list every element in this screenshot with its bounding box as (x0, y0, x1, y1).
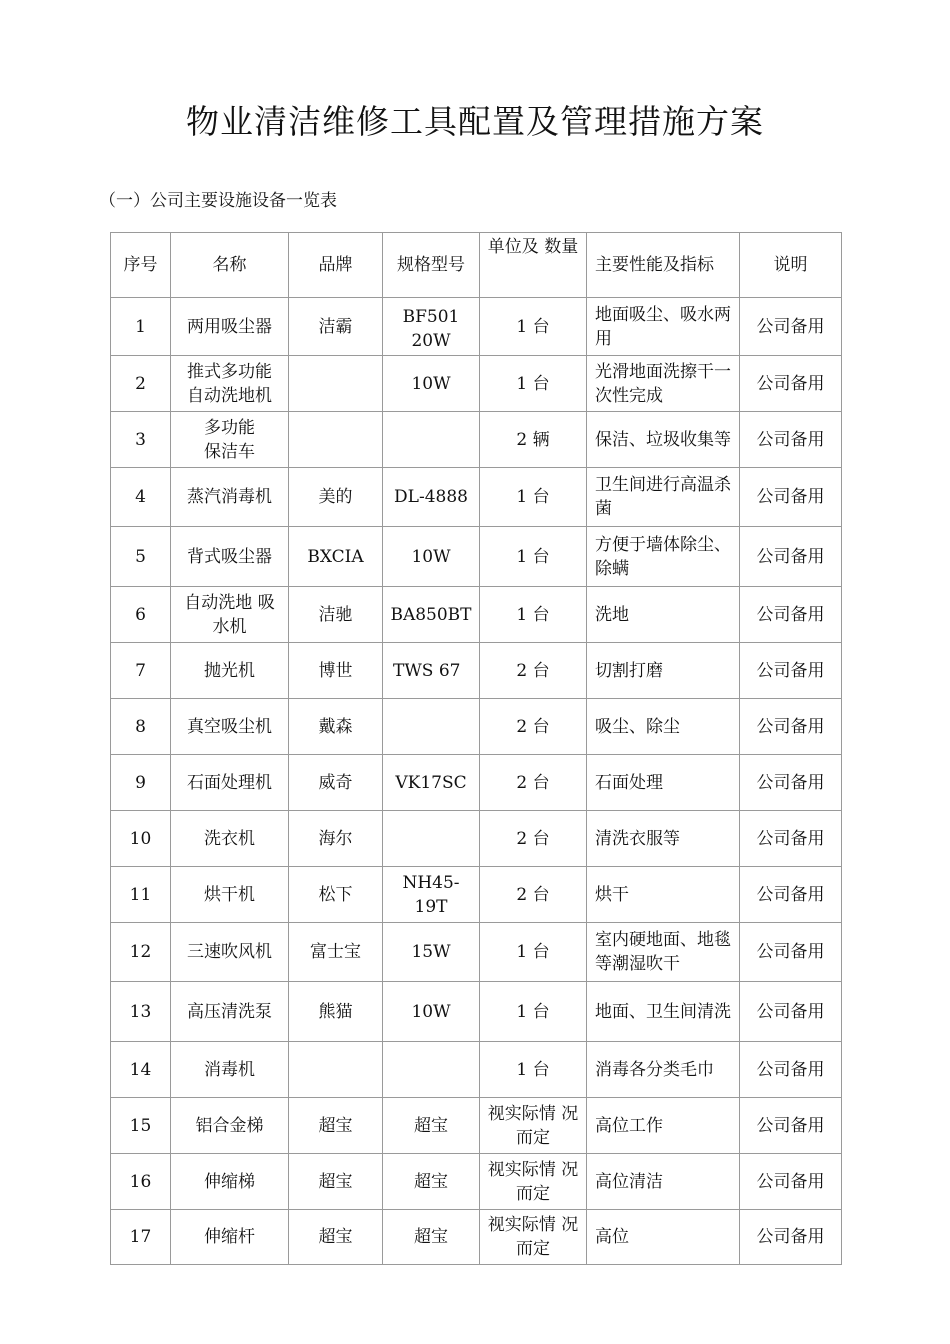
cell-performance: 地面、卫生间清洗 (587, 982, 740, 1042)
cell-name (171, 356, 289, 412)
cell-performance: 高位 (587, 1210, 740, 1265)
cell-unit: 1 台 (480, 298, 587, 356)
cell-no: 4 (111, 468, 171, 527)
cell-performance: 吸尘、除尘 (587, 699, 740, 755)
cell-name (171, 755, 289, 811)
cell-name (171, 643, 289, 699)
cell-name (171, 923, 289, 982)
header-brand: 品牌 (289, 233, 383, 298)
cell-no: 12 (111, 923, 171, 982)
cell-spec (383, 412, 480, 468)
cell-performance: 高位清洁 (587, 1154, 740, 1210)
cell-unit: 2 台 (480, 811, 587, 867)
cell-performance: 洗地 (587, 587, 740, 643)
table-row (111, 867, 842, 923)
section-heading: （一）公司主要设施设备一览表 (99, 191, 337, 211)
header-performance: 主要性能及指标 (587, 233, 740, 298)
table-row (111, 527, 842, 587)
table-row (111, 1042, 842, 1098)
cell-spec: NH45-19T (383, 867, 480, 923)
cell-note: 公司备用 (740, 527, 842, 587)
table-row (111, 412, 842, 468)
cell-name-text: 三速吹风机 (187, 942, 272, 962)
cell-spec: 15W (383, 923, 480, 982)
cell-name-text: 铝合金梯 (195, 1115, 264, 1136)
cell-name (171, 1042, 289, 1098)
cell-name-text: 烘干机 (204, 884, 255, 905)
cell-note: 公司备用 (740, 755, 842, 811)
cell-note: 公司备用 (740, 1098, 842, 1154)
cell-note: 公司备用 (740, 1042, 842, 1098)
cell-name (171, 1154, 289, 1210)
cell-name-text: 抛光机 (204, 660, 255, 681)
cell-performance: 保洁、垃圾收集等 (587, 412, 740, 468)
cell-no: 8 (111, 699, 171, 755)
cell-brand: 富士宝 (289, 923, 383, 982)
table-row (111, 923, 842, 982)
cell-name-text: 伸缩杆 (204, 1227, 255, 1247)
cell-unit: 2 台 (480, 867, 587, 923)
cell-brand: 博世 (289, 643, 383, 699)
cell-unit: 2 台 (480, 643, 587, 699)
cell-unit: 1 台 (480, 356, 587, 412)
cell-note: 公司备用 (740, 811, 842, 867)
table-row (111, 468, 842, 527)
cell-brand (289, 412, 383, 468)
cell-name (171, 412, 289, 468)
cell-brand: 美的 (289, 468, 383, 527)
cell-spec (383, 699, 480, 755)
cell-note: 公司备用 (740, 412, 842, 468)
equipment-table (110, 232, 842, 1265)
cell-performance: 室内硬地面、地毯等潮湿吹干 (587, 923, 740, 982)
table-row (111, 982, 842, 1042)
cell-name-text: 高压清洗泵 (187, 1001, 272, 1022)
table-row (111, 755, 842, 811)
cell-brand: 熊猫 (289, 982, 383, 1042)
cell-no: 14 (111, 1042, 171, 1098)
cell-unit (480, 1154, 587, 1210)
cell-spec (383, 811, 480, 867)
cell-spec: BF501 20W (383, 298, 480, 356)
cell-no: 9 (111, 755, 171, 811)
cell-unit-text: 视实际情 况 而定 (487, 1215, 579, 1259)
cell-note: 公司备用 (740, 356, 842, 412)
cell-name-text: 蒸汽消毒机 (187, 487, 272, 507)
cell-brand: 超宝 (289, 1154, 383, 1210)
header-name: 名称 (171, 233, 289, 298)
cell-spec: BA850BT (383, 587, 480, 643)
cell-performance: 卫生间进行高温杀菌 (587, 468, 740, 527)
cell-unit-text: 视实际情 况 而定 (487, 1159, 579, 1204)
cell-note: 公司备用 (740, 699, 842, 755)
table-row (111, 643, 842, 699)
cell-name-text: 伸缩梯 (204, 1171, 255, 1192)
header-note: 说明 (740, 233, 842, 298)
cell-name-text: 自动洗地 吸 水机 (184, 592, 275, 637)
cell-name (171, 982, 289, 1042)
header-no: 序号 (111, 233, 171, 298)
cell-spec: 超宝 (383, 1210, 480, 1265)
cell-name (171, 587, 289, 643)
cell-unit (480, 1210, 587, 1265)
cell-performance: 清洗衣服等 (587, 811, 740, 867)
cell-name-text: 洗衣机 (204, 828, 255, 849)
cell-name (171, 867, 289, 923)
table-row (111, 298, 842, 356)
cell-spec: DL-4888 (383, 468, 480, 527)
cell-name-text: 石面处理机 (187, 772, 272, 793)
cell-name-text: 两用吸尘器 (187, 316, 272, 337)
cell-brand: 洁霸 (289, 298, 383, 356)
cell-note: 公司备用 (740, 923, 842, 982)
table-row (111, 1098, 842, 1154)
cell-name-text: 真空吸尘机 (187, 716, 272, 737)
document-title: 物业清洁维修工具配置及管理措施方案 (186, 102, 764, 141)
cell-name (171, 468, 289, 527)
cell-no: 11 (111, 867, 171, 923)
header-spec: 规格型号 (383, 233, 480, 298)
cell-note: 公司备用 (740, 298, 842, 356)
cell-no: 15 (111, 1098, 171, 1154)
cell-unit: 1 台 (480, 1042, 587, 1098)
cell-no: 6 (111, 587, 171, 643)
cell-note: 公司备用 (740, 468, 842, 527)
cell-brand: 威奇 (289, 755, 383, 811)
table-row (111, 1210, 842, 1265)
cell-name-text: 推式多功能 自动洗地机 (187, 361, 272, 406)
cell-performance: 地面吸尘、吸水两用 (587, 298, 740, 356)
cell-performance: 高位工作 (587, 1098, 740, 1154)
cell-name (171, 1210, 289, 1265)
cell-unit: 1 台 (480, 468, 587, 527)
cell-name-text: 多功能 保洁车 (204, 417, 255, 462)
cell-no: 13 (111, 982, 171, 1042)
cell-no: 1 (111, 298, 171, 356)
cell-unit-text: 视实际情 况 而定 (487, 1103, 579, 1148)
cell-brand: 松下 (289, 867, 383, 923)
cell-unit (480, 1098, 587, 1154)
cell-no: 7 (111, 643, 171, 699)
cell-spec: TWS 67 (383, 643, 480, 699)
cell-unit: 2 台 (480, 755, 587, 811)
cell-spec (383, 1042, 480, 1098)
cell-spec: 超宝 (383, 1098, 480, 1154)
cell-performance: 烘干 (587, 867, 740, 923)
cell-unit: 1 台 (480, 923, 587, 982)
table-row (111, 356, 842, 412)
cell-note: 公司备用 (740, 643, 842, 699)
cell-spec: 10W (383, 982, 480, 1042)
cell-name (171, 811, 289, 867)
table-row (111, 811, 842, 867)
cell-note: 公司备用 (740, 1154, 842, 1210)
table-row (111, 699, 842, 755)
cell-unit: 1 台 (480, 527, 587, 587)
table-header-row (111, 233, 842, 298)
cell-brand: 海尔 (289, 811, 383, 867)
cell-brand: 超宝 (289, 1098, 383, 1154)
cell-note: 公司备用 (740, 587, 842, 643)
cell-performance: 石面处理 (587, 755, 740, 811)
cell-brand: 戴森 (289, 699, 383, 755)
cell-brand: 超宝 (289, 1210, 383, 1265)
table-row (111, 1154, 842, 1210)
cell-no: 16 (111, 1154, 171, 1210)
cell-no: 3 (111, 412, 171, 468)
cell-name (171, 527, 289, 587)
cell-unit: 2 辆 (480, 412, 587, 468)
cell-spec: 超宝 (383, 1154, 480, 1210)
cell-note: 公司备用 (740, 982, 842, 1042)
cell-spec: VK17SC (383, 755, 480, 811)
cell-name (171, 298, 289, 356)
cell-name-text: 消毒机 (204, 1059, 255, 1080)
cell-spec: 10W (383, 527, 480, 587)
cell-no: 2 (111, 356, 171, 412)
cell-brand: 洁驰 (289, 587, 383, 643)
cell-brand (289, 1042, 383, 1098)
cell-name (171, 699, 289, 755)
cell-note: 公司备用 (740, 867, 842, 923)
cell-brand (289, 356, 383, 412)
cell-performance: 消毒各分类毛巾 (587, 1042, 740, 1098)
cell-spec: 10W (383, 356, 480, 412)
cell-note: 公司备用 (740, 1210, 842, 1265)
cell-performance: 方便于墙体除尘、除螨 (587, 527, 740, 587)
header-unit: 单位及 数量 (480, 233, 587, 298)
cell-no: 5 (111, 527, 171, 587)
cell-name (171, 1098, 289, 1154)
cell-unit: 1 台 (480, 587, 587, 643)
cell-no: 10 (111, 811, 171, 867)
cell-unit: 1 台 (480, 982, 587, 1042)
cell-name-text: 背式吸尘器 (187, 546, 272, 567)
cell-unit: 2 台 (480, 699, 587, 755)
cell-brand: BXCIA (289, 527, 383, 587)
cell-performance: 光滑地面洗擦干一次性完成 (587, 356, 740, 412)
cell-no: 17 (111, 1210, 171, 1265)
cell-performance: 切割打磨 (587, 643, 740, 699)
table-row (111, 587, 842, 643)
